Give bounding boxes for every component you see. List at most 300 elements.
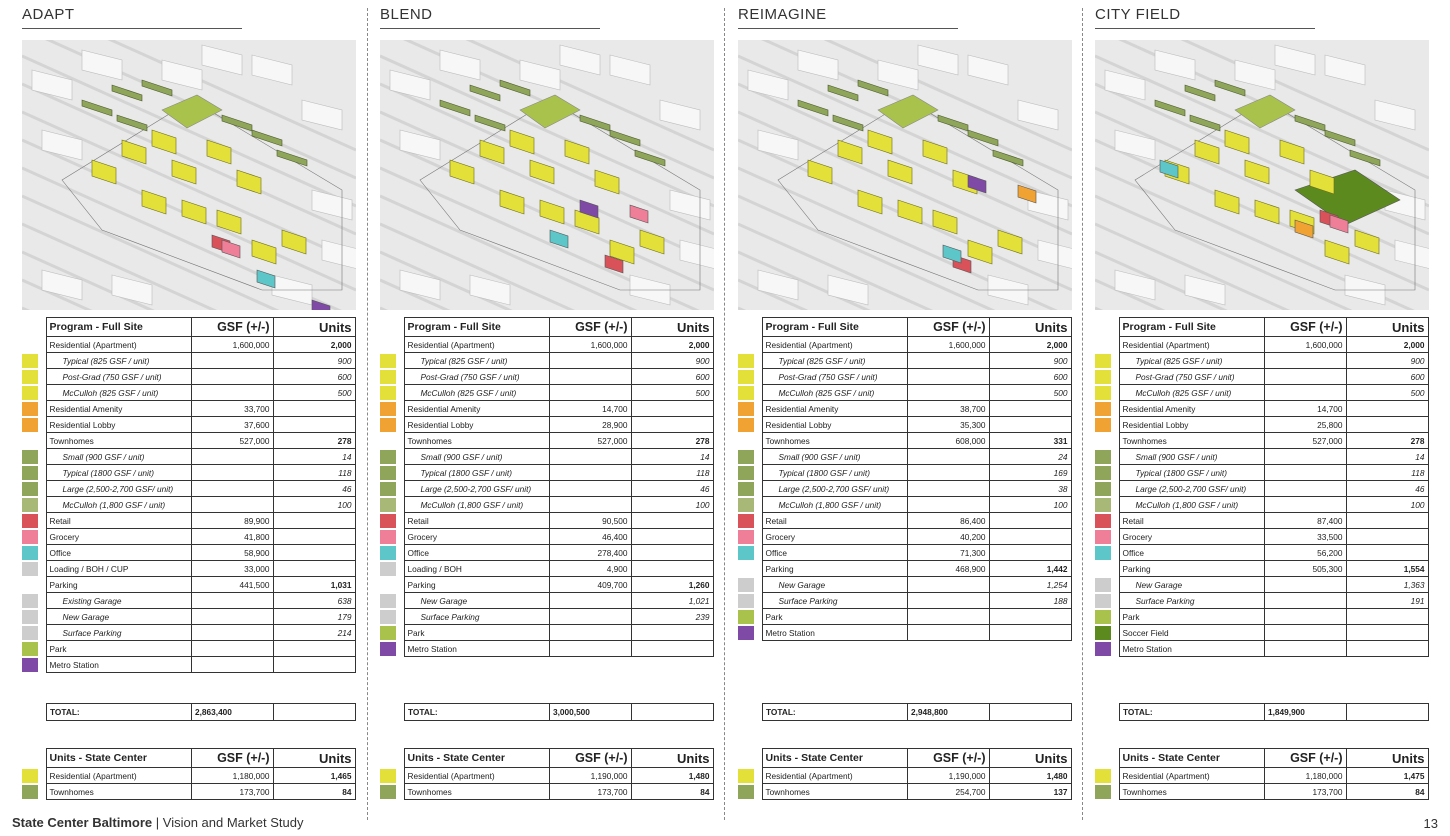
program-label: Grocery [46,529,191,545]
program-units: 600 [631,369,713,385]
program-row [380,433,713,449]
swatch-cell [380,529,396,545]
program-gsf [907,593,989,609]
program-label: Parking [46,577,191,593]
program-row [380,337,713,353]
program-label: Metro Station [1119,641,1264,657]
program-row [1095,385,1428,401]
program-label: Post-Grad (750 GSF / unit) [404,369,549,385]
residential-building [858,190,882,214]
swatch-cell [1095,369,1111,385]
program-units: 1,554 [1346,561,1428,577]
swatch-cell [380,385,396,401]
program-label: Surface Parking [404,609,549,625]
program-units: 278 [273,433,355,449]
units-row [1095,768,1428,784]
program-row [22,657,355,673]
legend-swatch [380,530,396,544]
townhome-row [858,80,888,96]
scenario-title: REIMAGINE [738,6,958,29]
program-label: Grocery [404,529,549,545]
table-header-program: Program - Full Site [46,318,191,337]
program-gsf: 71,300 [907,545,989,561]
swatch-cell [738,449,754,465]
program-label: Surface Parking [46,625,191,641]
residential-building [450,160,474,184]
program-gsf [1264,353,1346,369]
program-gsf [549,593,631,609]
units-gsf: 1,190,000 [907,768,989,784]
program-gsf: 25,800 [1264,417,1346,433]
swatch-cell [380,449,396,465]
swatch-cell [738,465,754,481]
program-table [380,317,714,657]
table-header-units: Units [631,318,713,337]
legend-swatch [738,370,754,384]
swatch-cell [380,577,396,593]
gap-cell [754,318,762,337]
legend-swatch [1095,370,1111,384]
table-header-units: Units [989,318,1071,337]
program-label: McCulloh (825 GSF / unit) [1119,385,1264,401]
program-units [1346,401,1428,417]
program-row [1095,529,1428,545]
program-table [1095,317,1429,657]
program-label: Typical (825 GSF / unit) [404,353,549,369]
program-units [1346,609,1428,625]
residential-building [252,240,276,264]
program-label: Townhomes [404,433,549,449]
swatch-cell [22,625,38,641]
legend-swatch [22,530,38,544]
program-label: Parking [762,561,907,577]
program-units [631,417,713,433]
program-label: Loading / BOH / CUP [46,561,191,577]
program-gsf [1264,465,1346,481]
units-row [1095,784,1428,800]
swatch-cell [738,318,754,337]
swatch-cell [1095,561,1111,577]
site-plan-illustration [1095,40,1429,310]
legend-swatch [22,418,38,432]
program-gsf [191,481,273,497]
swatch-cell [22,784,38,800]
swatch-cell [1095,449,1111,465]
units-header-gsf: GSF (+/-) [907,749,989,768]
swatch-cell [380,561,396,577]
swatch-cell [380,497,396,513]
units-count: 84 [1346,784,1428,800]
units-row [22,784,355,800]
program-units: 1,021 [631,593,713,609]
townhome-row [938,115,968,131]
swatch-cell [380,401,396,417]
gap-cell [396,385,404,401]
gap-cell [396,641,404,657]
units-header-label: Units - State Center [46,749,191,768]
swatch-cell [22,369,38,385]
street-line [380,308,714,310]
program-label: McCulloh (825 GSF / unit) [762,385,907,401]
units-gsf: 1,190,000 [549,768,631,784]
program-gsf [191,625,273,641]
program-units: 1,442 [989,561,1071,577]
legend-swatch [22,610,38,624]
townhome-row [1325,130,1355,146]
swatch-cell [1095,625,1111,641]
program-units [631,513,713,529]
program-units: 14 [631,449,713,465]
residential-building [480,140,504,164]
legend-swatch [738,594,754,608]
units-header-label: Units - State Center [762,749,907,768]
program-row [738,369,1071,385]
gap-cell [1111,481,1119,497]
program-units [1346,641,1428,657]
gap-cell [38,449,46,465]
legend-swatch [1095,402,1111,416]
legend-swatch [738,482,754,496]
gap-cell [38,529,46,545]
program-gsf [191,609,273,625]
program-label: Large (2,500-2,700 GSF/ unit) [46,481,191,497]
program-gsf [549,625,631,641]
units-header-gsf: GSF (+/-) [191,749,273,768]
units-row [738,784,1071,800]
gap-cell [1111,353,1119,369]
program-gsf: 527,000 [549,433,631,449]
gap-cell [38,481,46,497]
program-units: 169 [989,465,1071,481]
legend-swatch [22,482,38,496]
program-label: Office [404,545,549,561]
program-gsf [549,609,631,625]
program-gsf [191,385,273,401]
residential-building [1225,130,1249,154]
swatch-cell [1095,641,1111,657]
swatch-cell [22,433,38,449]
legend-swatch [22,785,38,799]
table-header-gsf: GSF (+/-) [1264,318,1346,337]
program-units [273,417,355,433]
program-row [738,561,1071,577]
program-gsf [1264,593,1346,609]
gap-cell [396,593,404,609]
swatch-cell [738,609,754,625]
program-gsf: 35,300 [907,417,989,433]
program-units: 46 [273,481,355,497]
program-units: 900 [631,353,713,369]
program-row [738,465,1071,481]
context-building [252,55,292,85]
program-units [989,529,1071,545]
program-units [1346,513,1428,529]
program-label: Post-Grad (750 GSF / unit) [1119,369,1264,385]
program-gsf: 87,400 [1264,513,1346,529]
legend-swatch [22,642,38,656]
program-units: 900 [989,353,1071,369]
program-row [1095,353,1428,369]
legend-swatch [22,402,38,416]
townhome-row [610,130,640,146]
swatch-cell [22,353,38,369]
program-gsf [1264,609,1346,625]
swatch-cell [1095,609,1111,625]
context-building [1375,100,1415,130]
gap-cell [1111,385,1119,401]
gap-cell [1111,417,1119,433]
swatch-cell [380,513,396,529]
units-header-units: Units [631,749,713,768]
gap-cell [396,749,404,768]
program-units: 500 [989,385,1071,401]
gap-cell [396,401,404,417]
program-row [22,625,355,641]
legend-swatch [1095,482,1111,496]
swatch-cell [1095,433,1111,449]
program-label: Residential Lobby [762,417,907,433]
program-label: Residential (Apartment) [1119,337,1264,353]
program-gsf [549,497,631,513]
swatch-cell [380,465,396,481]
units-header-gsf: GSF (+/-) [549,749,631,768]
legend-swatch [380,626,396,640]
program-row [22,513,355,529]
units-count: 1,480 [989,768,1071,784]
context-building [798,50,838,80]
program-row [380,609,713,625]
program-gsf: 1,600,000 [549,337,631,353]
program-label: Typical (825 GSF / unit) [762,353,907,369]
program-table [738,317,1072,641]
units-state-center-table [380,748,714,800]
legend-swatch [22,546,38,560]
program-row [1095,561,1428,577]
gap-cell [38,545,46,561]
gap-cell [396,465,404,481]
program-row [380,545,713,561]
units-state-center-table [1095,748,1429,800]
units-gsf: 254,700 [907,784,989,800]
units-label: Townhomes [762,784,907,800]
gap-cell [1111,449,1119,465]
context-building [918,45,958,75]
program-units: 46 [1346,481,1428,497]
program-row [738,529,1071,545]
swatch-cell [380,625,396,641]
table-header-gsf: GSF (+/-) [549,318,631,337]
swatch-cell [1095,353,1111,369]
program-gsf: 41,800 [191,529,273,545]
program-label: Townhomes [1119,433,1264,449]
swatch-cell [22,417,38,433]
program-row [1095,625,1428,641]
gap-cell [754,417,762,433]
program-row [1095,641,1428,657]
swatch-cell [738,593,754,609]
swatch-cell [738,337,754,353]
context-building [42,130,82,160]
program-row [380,593,713,609]
gap-cell [754,401,762,417]
program-units [989,609,1071,625]
program-row [22,481,355,497]
gap-cell [396,513,404,529]
residential-building [92,160,116,184]
legend-swatch [22,354,38,368]
legend-swatch [22,626,38,640]
program-label: Large (2,500-2,700 GSF/ unit) [404,481,549,497]
swatch-cell [1095,593,1111,609]
program-gsf: 1,600,000 [1264,337,1346,353]
program-row [22,545,355,561]
legend-swatch [22,514,38,528]
swatch-cell [380,318,396,337]
program-gsf [191,641,273,657]
program-gsf: 28,900 [549,417,631,433]
program-label: Retail [404,513,549,529]
swatch-cell [380,545,396,561]
swatch-cell [738,369,754,385]
program-label: Parking [1119,561,1264,577]
units-gsf: 173,700 [549,784,631,800]
context-building [202,45,242,75]
gap-cell [1111,497,1119,513]
total-units [274,704,356,721]
program-units: 2,000 [989,337,1071,353]
gap-cell [396,318,404,337]
program-gsf: 441,500 [191,577,273,593]
program-row [1095,465,1428,481]
program-units: 191 [1346,593,1428,609]
context-building [1325,55,1365,85]
legend-swatch [22,769,38,783]
total-gsf: 1,849,900 [1265,704,1347,721]
gap-cell [1111,465,1119,481]
table-header-program: Program - Full Site [404,318,549,337]
program-label: McCulloh (1,800 GSF / unit) [46,497,191,513]
units-row [738,768,1071,784]
street-line [22,308,356,310]
program-label: Residential Amenity [762,401,907,417]
units-count: 84 [273,784,355,800]
program-units: 2,000 [273,337,355,353]
program-row [22,353,355,369]
table-header-program: Program - Full Site [1119,318,1264,337]
program-units: 118 [1346,465,1428,481]
program-row [380,641,713,657]
legend-swatch [1095,354,1111,368]
swatch-cell [738,497,754,513]
program-gsf: 40,200 [907,529,989,545]
program-gsf [907,385,989,401]
gap-cell [396,609,404,625]
program-row [380,369,713,385]
program-row [1095,497,1428,513]
swatch-cell [380,481,396,497]
program-row [380,401,713,417]
program-units: 188 [989,593,1071,609]
program-label: Residential Amenity [404,401,549,417]
gap-cell [38,497,46,513]
program-gsf: 56,200 [1264,545,1346,561]
gap-cell [754,561,762,577]
program-label: Park [1119,609,1264,625]
program-units [273,657,355,673]
program-units [273,561,355,577]
gap-cell [38,657,46,673]
program-table [22,317,356,673]
swatch-cell [380,609,396,625]
program-gsf: 46,400 [549,529,631,545]
grocery-building [630,205,648,223]
units-row [380,784,713,800]
program-row [22,369,355,385]
swatch-cell [1095,465,1111,481]
program-row [1095,449,1428,465]
gap-cell [754,577,762,593]
program-units: 2,000 [1346,337,1428,353]
legend-swatch [1095,418,1111,432]
program-row [738,577,1071,593]
program-row [1095,401,1428,417]
gap-cell [38,625,46,641]
program-label: Residential Lobby [1119,417,1264,433]
program-units: 100 [1346,497,1428,513]
program-gsf: 527,000 [1264,433,1346,449]
gap-cell [1111,318,1119,337]
swatch-cell [380,641,396,657]
swatch-cell [738,529,754,545]
legend-swatch [738,450,754,464]
context-building [758,270,798,300]
context-building [610,55,650,85]
units-count: 1,480 [631,768,713,784]
program-units: 239 [631,609,713,625]
legend-swatch [22,562,38,576]
residential-building [868,130,892,154]
legend-swatch [738,785,754,799]
residential-building [595,170,619,194]
gap-cell [754,369,762,385]
swatch-cell [22,513,38,529]
site-plan-map [22,40,356,310]
program-gsf [1264,625,1346,641]
swatch-cell [738,433,754,449]
swatch-cell [22,768,38,784]
program-label: Loading / BOH [404,561,549,577]
context-building [1155,50,1195,80]
context-building [520,60,560,90]
gap-cell [38,768,46,784]
program-label: Office [762,545,907,561]
program-units: 278 [1346,433,1428,449]
legend-swatch [1095,546,1111,560]
program-label: Post-Grad (750 GSF / unit) [762,369,907,385]
program-units: 900 [1346,353,1428,369]
residential-building [500,190,524,214]
units-row [22,768,355,784]
program-gsf [191,369,273,385]
program-gsf [549,641,631,657]
units-header-gsf: GSF (+/-) [1264,749,1346,768]
gap-cell [396,449,404,465]
program-label: Residential Amenity [46,401,191,417]
table-header-units: Units [1346,318,1428,337]
swatch-cell [1095,749,1111,768]
program-label: New Garage [762,577,907,593]
legend-swatch [22,594,38,608]
